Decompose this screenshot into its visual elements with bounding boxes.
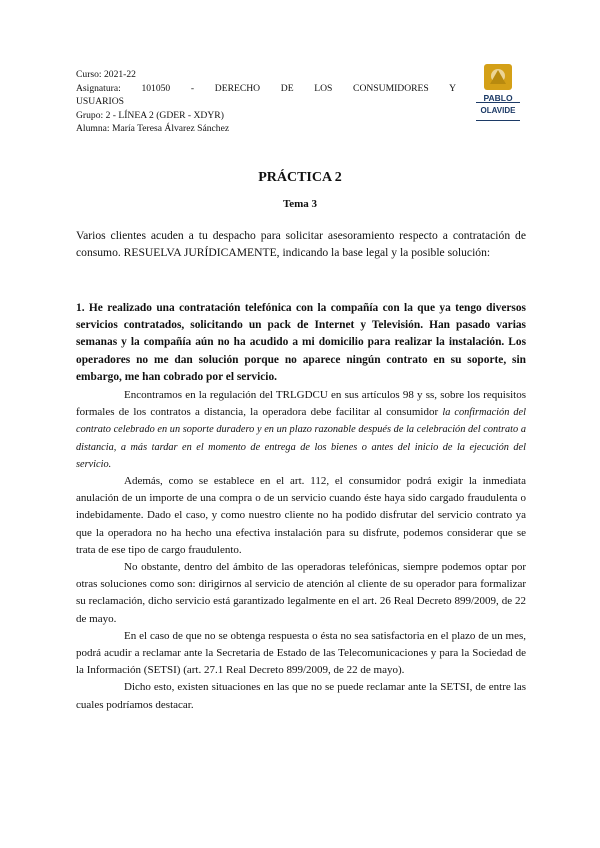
logo-text-top: PABLO — [483, 93, 513, 103]
page-subtitle: Tema 3 — [282, 198, 318, 210]
logo-text-bottom: OLAVIDE — [480, 106, 516, 115]
legal-quote: la confirmación del contrato celebrado en un soporte duradero y en un plazo razonable después de la celebración del contrato a distancia, a más tardar en el momento de entrega de los bienes o antes del inicio de la ejecución del servicio. — [76, 407, 526, 470]
student-line: Alumna: María Teresa Álvarez Sánchez — [76, 123, 230, 134]
intro-paragraph: Varios clientes acuden a tu despacho para solicitar asesoramiento respecto a contratación de consumo. RESUELVA JURÍDICAMENTE, indicando la base legal y la posible solución: — [76, 229, 526, 259]
course-line: Curso: 2021-22 — [76, 69, 136, 80]
university-logo — [472, 62, 524, 128]
answer-paragraph-1 — [76, 387, 526, 473]
answer-paragraph-4: En el caso de que no se obtenga respuesta o ésta no sea satisfactoria en el plazo de un mes, podrá acudir a reclamar ante la Secretaria de Estado de las Telecomunicaciones y para la Sociedad de la Información (SETSI) (art. 27.1 Real Decreto 899/2009, de 22 de mayo). — [76, 629, 526, 677]
subject-line-1: Asignatura: 101050 - DERECHO DE LOS CONSUMIDORES Y — [76, 82, 456, 94]
document-header — [76, 68, 456, 136]
answer-paragraph-2: Además, como se establece en el art. 112, el consumidor podrá exigir la inmediata anulación de un importe de una compra o de un servicio cuando éste haya sido cargado fraudulenta o indebidamente. Dado el caso, y como nuestro cliente no ha podido disfrutar del servicio contrato ya que la operadora no ha hecho una efectiva instalación para su disfrute, podemos considerar que se trata de ese tipo de cargo fraudulento. — [76, 475, 526, 556]
page-title: PRÁCTICA 2 — [258, 170, 342, 185]
answer-paragraph-1-text: Encontramos en la regulación del TRLGDCU en sus artículos 98 y ss, sobre los requisitos formales de los contratos a distancia, la operadora debe facilitar al consumidor — [76, 389, 526, 419]
question-paragraph: 1. He realizado una contratación telefónica con la compañía con la que ya tengo diversos servicios contratados, solicitando un pack de Internet y Televisión. Han pasado varias semanas y la compañía aún no ha acudido a mi domicilio para realizar la instalación. Los operadores no me dan solución porque no aparece ningún contrato en su soporte, sin embargo, me han cobrado por el servicio. — [76, 302, 526, 383]
subject-line-2: USUARIOS — [76, 96, 124, 107]
group-line: Grupo: 2 - LÍNEA 2 (GDER - XDYR) — [76, 109, 224, 121]
answer-body — [76, 387, 526, 714]
answer-paragraph-3: No obstante, dentro del ámbito de las operadoras telefónicas, siempre podemos optar por otras soluciones como son: dirigirnos al servicio de atención al cliente de su operador para formalizar su reclamación, dicho servicio está garantizado legalmente en el art. 26 Real Decreto 899/2009, de 22 de mayo. — [76, 561, 526, 625]
answer-paragraph-5: Dicho esto, existen situaciones en las que no se puede reclamar ante la SETSI, de entre las cuales podríamos destacar. — [76, 681, 526, 711]
